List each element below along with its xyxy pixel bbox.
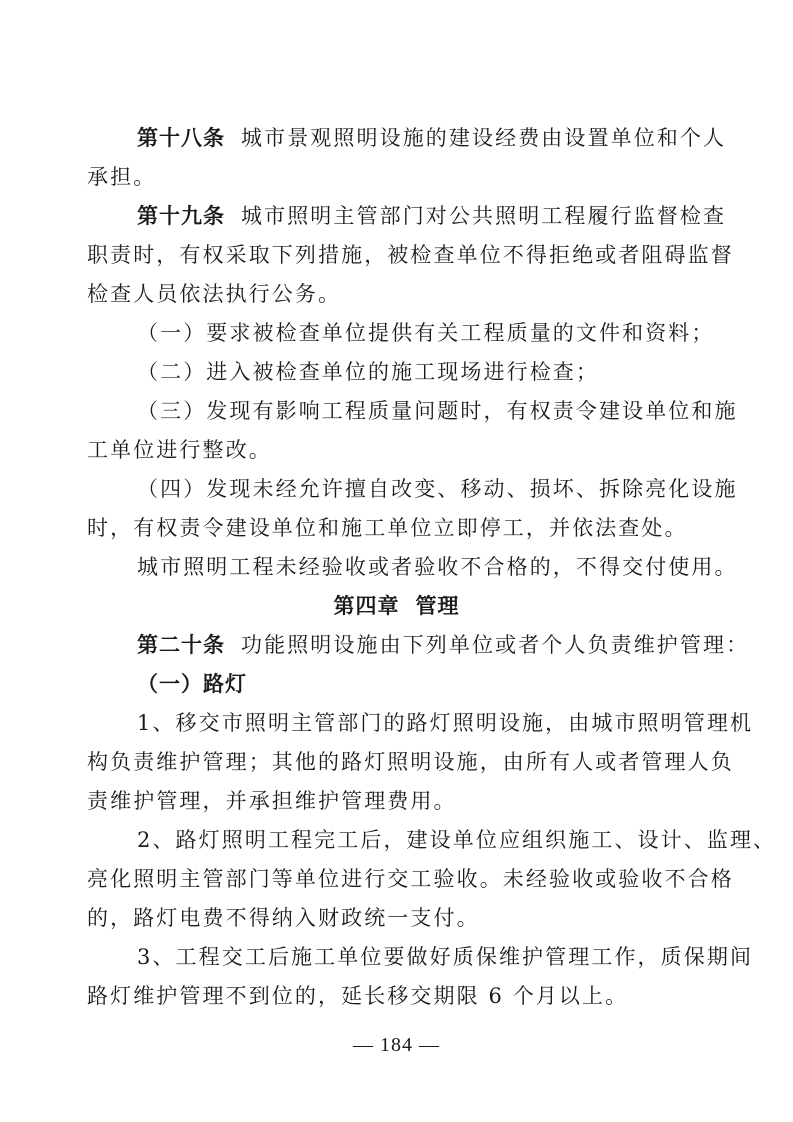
article-18-line-1 [137, 124, 726, 152]
article-20-text: 功能照明设施由下列单位或者个人负责维护管理： [241, 633, 750, 657]
article-20-subheading: （一）路灯 [137, 672, 247, 696]
article-19-label: 第十九条 [137, 204, 225, 228]
chapter-4-number: 第四章 [333, 594, 400, 618]
article-19-item-3-line-2: 工单位进行整改。 [87, 438, 272, 462]
article-20-p3-line-2: 路灯维护管理不到位的，延长移交期限 6 个月以上。 [87, 984, 629, 1008]
article-20-p2-line-3: 的，路灯电费不得纳入财政统一支付。 [87, 906, 480, 930]
article-19-item-2: （二）进入被检查单位的施工现场进行检查； [137, 360, 599, 384]
article-20-p2-line-1: 2、路灯照明工程完工后，建设单位应组织施工、设计、监理、 [137, 828, 777, 852]
article-19-line-1 [137, 202, 726, 230]
chapter-4-heading [0, 592, 793, 620]
article-19-closing: 城市照明工程未经验收或者验收不合格的，不得交付使用。 [137, 555, 738, 579]
article-19-item-1: （一）要求被检查单位提供有关工程质量的文件和资料； [137, 321, 715, 345]
article-20-p3-line-1: 3、工程交工后施工单位要做好质保维护管理工作，质保期间 [137, 945, 754, 969]
article-20-p1-line-1: 1、移交市照明主管部门的路灯照明设施，由城市照明管理机 [137, 711, 754, 735]
page-number: — 184 — [353, 1034, 440, 1056]
article-18-line-2: 承担。 [87, 165, 157, 189]
article-19-line-3: 检查人员依法执行公务。 [87, 282, 342, 306]
article-19-item-4-line-1: （四）发现未经允许擅自改变、移动、损坏、拆除亮化设施 [137, 477, 738, 501]
article-18-text: 城市景观照明设施的建设经费由设置单位和个人 [241, 126, 727, 150]
article-19-item-3-line-1: （三）发现有影响工程质量问题时，有权责令建设单位和施 [137, 399, 738, 423]
article-20-p1-line-3: 责维护管理，并承担维护管理费用。 [87, 789, 457, 813]
chapter-4-title: 管理 [415, 594, 460, 618]
article-19-line-2: 职责时，有权采取下列措施，被检查单位不得拒绝或者阻碍监督 [87, 243, 734, 267]
article-18-label: 第十八条 [137, 126, 225, 150]
article-20-label: 第二十条 [137, 633, 225, 657]
article-20-line-1 [137, 631, 749, 659]
article-20-p1-line-2: 构负责维护管理；其他的路灯照明设施，由所有人或者管理人负 [87, 750, 734, 774]
article-19-text: 城市照明主管部门对公共照明工程履行监督检查 [241, 204, 727, 228]
article-20-p2-line-2: 亮化照明主管部门等单位进行交工验收。未经验收或验收不合格 [87, 867, 734, 891]
article-19-item-4-line-2: 时，有权责令建设单位和施工单位立即停工，并依法查处。 [87, 516, 688, 540]
